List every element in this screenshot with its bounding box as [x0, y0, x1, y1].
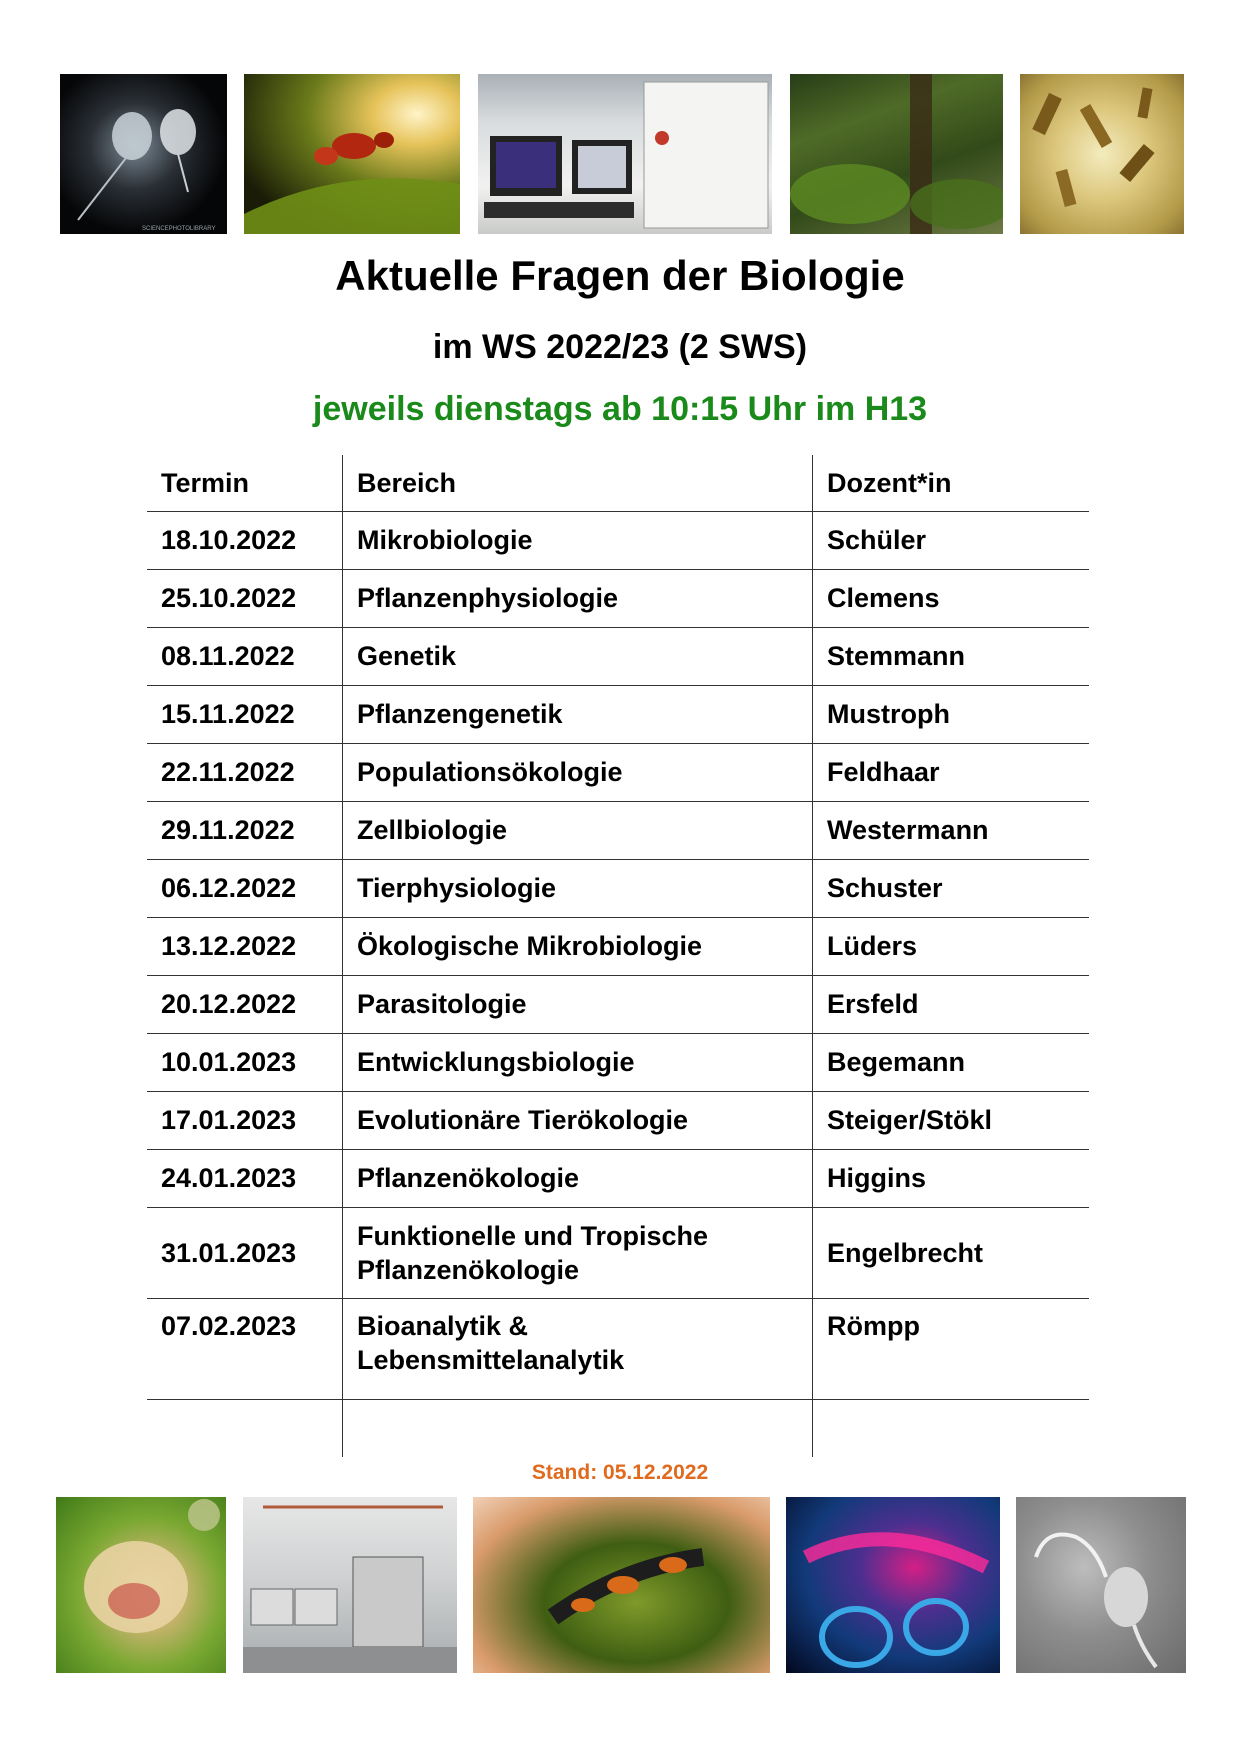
page-subtitle: im WS 2022/23 (2 SWS) — [432, 328, 808, 366]
mass-spectrometer-illustration — [243, 1497, 457, 1673]
cell-bereich — [343, 1299, 813, 1400]
table-row — [147, 628, 1089, 686]
cell-bereich-line2: Pflanzenökologie — [357, 1255, 580, 1285]
table-row — [147, 686, 1089, 744]
cell-dozent: Westermann — [813, 802, 1090, 860]
top-photo-row — [0, 74, 1240, 234]
last-updated: Stand: 05.12.2022 — [531, 1461, 709, 1484]
table-row — [147, 1034, 1089, 1092]
table-row — [147, 802, 1089, 860]
page-title: Aktuelle Fragen der Biologie — [335, 252, 905, 299]
photo-rainforest — [790, 74, 1003, 234]
cell-termin: 25.10.2022 — [147, 570, 343, 628]
cell-termin: 17.01.2023 — [147, 1092, 343, 1150]
table-row-empty — [147, 1400, 1089, 1458]
cell-dozent: Begemann — [813, 1034, 1090, 1092]
cell-termin: 06.12.2022 — [147, 860, 343, 918]
cell-bereich: Pflanzenphysiologie — [343, 570, 813, 628]
fluorescence-illustration — [786, 1497, 1000, 1673]
cell-dozent: Schuster — [813, 860, 1090, 918]
header-dozent: Dozent*in — [813, 455, 1090, 512]
cell-bereich: Populationsökologie — [343, 744, 813, 802]
cell-dozent: Mustroph — [813, 686, 1090, 744]
cell-dozent: Steiger/Stökl — [813, 1092, 1090, 1150]
cell-bereich: Parasitologie — [343, 976, 813, 1034]
table-row — [147, 1092, 1089, 1150]
cell-dozent: Ersfeld — [813, 976, 1090, 1034]
cell-termin: 29.11.2022 — [147, 802, 343, 860]
cell-bereich: Pflanzenökologie — [343, 1150, 813, 1208]
photo-crystals — [1020, 74, 1184, 234]
cell-termin: 07.02.2023 — [147, 1299, 343, 1400]
cell-bereich-line1: Funktionelle und Tropische — [357, 1221, 709, 1251]
cell-empty — [343, 1400, 813, 1458]
table-row — [147, 744, 1089, 802]
table-row — [147, 570, 1089, 628]
table-row — [147, 918, 1089, 976]
ant-illustration — [244, 74, 460, 234]
trypanosome-illustration — [1016, 1497, 1186, 1673]
cell-dozent: Lüders — [813, 918, 1090, 976]
photo-credit: SCIENCEPHOTOLIBRARY — [142, 226, 216, 232]
photo-mass-spectrometer — [243, 1497, 457, 1673]
cell-bereich: Tierphysiologie — [343, 860, 813, 918]
cell-dozent: Stemmann — [813, 628, 1090, 686]
cell-empty — [147, 1400, 343, 1458]
photo-microorganisms — [60, 74, 227, 234]
cell-bereich: Zellbiologie — [343, 802, 813, 860]
cell-bereich-line1: Bioanalytik & — [357, 1311, 529, 1341]
photo-beetle — [473, 1497, 770, 1673]
cell-dozent: Clemens — [813, 570, 1090, 628]
cell-bereich: Pflanzengenetik — [343, 686, 813, 744]
cell-termin: 22.11.2022 — [147, 744, 343, 802]
schedule-table — [147, 455, 1089, 1457]
cell-dozent: Higgins — [813, 1150, 1090, 1208]
cell-bereich: Ökologische Mikrobiologie — [343, 918, 813, 976]
cell-termin: 13.12.2022 — [147, 918, 343, 976]
table-row — [147, 1150, 1089, 1208]
cell-dozent: Feldhaar — [813, 744, 1090, 802]
cell-bereich: Genetik — [343, 628, 813, 686]
leaf-gall-illustration — [56, 1497, 226, 1673]
table-row — [147, 860, 1089, 918]
crystals-illustration — [1020, 74, 1184, 234]
schedule-note: jeweils dienstags ab 10:15 Uhr im H13 — [312, 390, 928, 428]
cell-bereich: Entwicklungsbiologie — [343, 1034, 813, 1092]
cell-empty — [813, 1400, 1090, 1458]
cell-termin: 20.12.2022 — [147, 976, 343, 1034]
cell-termin: 10.01.2023 — [147, 1034, 343, 1092]
table-row — [147, 1208, 1089, 1299]
cell-termin: 18.10.2022 — [147, 512, 343, 570]
beetle-illustration — [473, 1497, 770, 1673]
header-bereich: Bereich — [343, 455, 813, 512]
header-termin: Termin — [147, 455, 343, 512]
photo-ant — [244, 74, 460, 234]
photo-trypanosome-sem — [1016, 1497, 1186, 1673]
cell-termin: 31.01.2023 — [147, 1208, 343, 1299]
cell-dozent: Engelbrecht — [813, 1208, 1090, 1299]
table-row — [147, 976, 1089, 1034]
rotifer-illustration — [60, 74, 227, 234]
photo-fluorescence-microscopy — [786, 1497, 1000, 1673]
cell-dozent: Schüler — [813, 512, 1090, 570]
cell-bereich: Mikrobiologie — [343, 512, 813, 570]
cell-dozent: Römpp — [813, 1299, 1090, 1400]
cell-termin: 15.11.2022 — [147, 686, 343, 744]
cell-termin: 24.01.2023 — [147, 1150, 343, 1208]
lab-equipment-illustration — [478, 74, 772, 234]
bottom-photo-row — [0, 1497, 1240, 1673]
photo-lab-equipment — [478, 74, 772, 234]
rainforest-illustration — [790, 74, 1003, 234]
table-row — [147, 512, 1089, 570]
cell-bereich-line2: Lebensmittelanalytik — [357, 1345, 625, 1375]
cell-termin: 08.11.2022 — [147, 628, 343, 686]
table-header-row — [147, 455, 1089, 512]
photo-leaf-gall — [56, 1497, 226, 1673]
cell-bereich — [343, 1208, 813, 1299]
cell-bereich: Evolutionäre Tierökologie — [343, 1092, 813, 1150]
table-row — [147, 1299, 1089, 1400]
